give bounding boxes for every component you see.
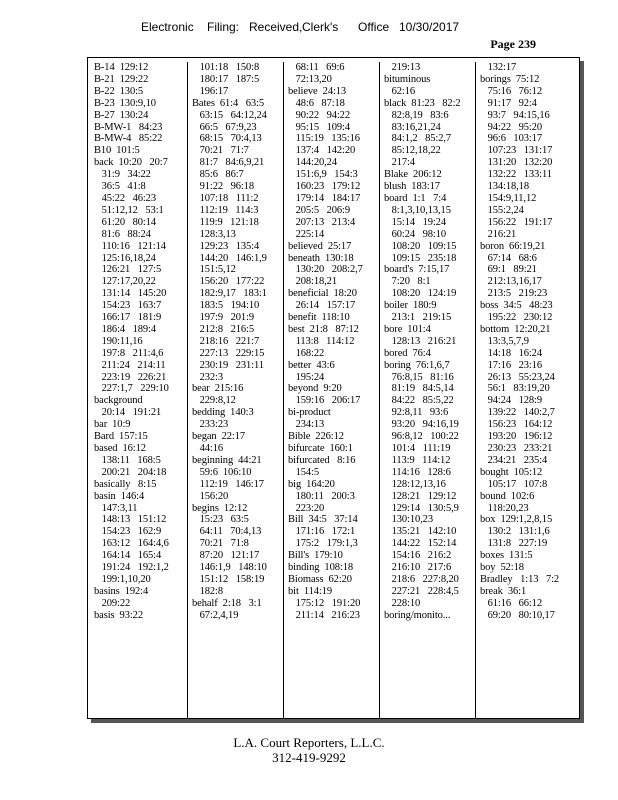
index-entry: break 36:1 [480, 585, 527, 597]
index-entry: 45:22 46:23 [94, 192, 156, 204]
index-entry: 131:14 145:20 [94, 288, 167, 300]
index-entry: 128:21 129:12 [384, 490, 457, 502]
index-entry: bound 102:6 [480, 490, 535, 502]
index-entry: 82:8,19 83:6 [384, 109, 449, 121]
index-entry: 128:12,13,16 [384, 478, 446, 490]
index-entry: 109:15 235:18 [384, 252, 457, 264]
index-entry: 31:9 34:22 [94, 169, 151, 181]
index-entry: 218:16 221:7 [192, 335, 260, 347]
index-entry: board's 7:15,17 [384, 264, 450, 276]
index-entry: 129:23 135:4 [192, 240, 260, 252]
index-entry: 105:17 107:8 [480, 478, 548, 490]
index-entry: 130:10,23 [384, 514, 433, 526]
index-entry: 48:6 87:18 [288, 97, 345, 109]
index-entry: 44:16 [192, 443, 223, 454]
index-entry: boxes 131:5 [480, 550, 533, 562]
index-entry: 62:16 [384, 85, 415, 97]
index-entry: 130:2 131:1,6 [480, 526, 550, 538]
index-entry: 128:3,13 [192, 228, 236, 240]
index-entry: 234:13 [288, 419, 325, 431]
index-entry: 51:12,12 53:1 [94, 204, 164, 216]
index-entry: 144:20,24 [288, 157, 337, 169]
index-entry: 135:21 142:10 [384, 526, 457, 538]
index-entry: 151:6,9 154:3 [288, 169, 358, 181]
index-entry: 216:21 [480, 228, 517, 240]
index-entry: 96:8,12 100:22 [384, 431, 459, 443]
index-entry: 130:20 208:2,7 [288, 264, 363, 276]
index-entry: 127:17,20,22 [94, 276, 156, 288]
index-entry: 211:24 214:11 [94, 359, 166, 371]
index-entry: 139:22 140:2,7 [480, 407, 555, 419]
index-entry: 228:10 [384, 597, 421, 609]
index-entry: 81:7 84:6,9,21 [192, 157, 265, 169]
index-entry: 107:23 131:17 [480, 145, 553, 157]
index-entry: 230:23 233:21 [480, 443, 553, 454]
index-entry: 175:12 191:20 [288, 597, 361, 609]
index-entry: B-22 130:5 [94, 85, 144, 97]
index-entry: 179:14 184:17 [288, 192, 361, 204]
index-entry: 110:16 121:14 [94, 240, 166, 252]
index-entry: believed 25:17 [288, 240, 352, 252]
index-entry: back 10:20 20:7 [94, 157, 168, 169]
index-entry: 229:8,12 [192, 395, 236, 407]
index-entry: 182:9,17 183:1 [192, 288, 267, 300]
index-entry: 132:22 133:11 [480, 169, 552, 181]
index-entry: 232:3 [192, 371, 223, 383]
index-entry: beneficial 18:20 [288, 288, 357, 300]
index-entry: 114:16 128:6 [384, 466, 451, 478]
index-entry: 36:5 41:8 [94, 181, 146, 193]
index-entry: bedding 140:3 [192, 407, 254, 419]
index-entry: B-MW-1 84:23 [94, 121, 163, 133]
index-entry: 144:22 152:14 [384, 538, 457, 550]
index-entry: 84:22 85:5,22 [384, 395, 454, 407]
index-entry: 61:20 80:14 [94, 216, 156, 228]
index-entry: 108:20 109:15 [384, 240, 457, 252]
index-entry: bar 10:9 [94, 419, 131, 431]
index-entry: B10 101:5 [94, 145, 140, 157]
index-entry: 160:23 179:12 [288, 181, 361, 193]
index-column-3 [283, 62, 379, 718]
index-entry: 15:14 19:24 [384, 216, 446, 228]
index-entry: 134:18,18 [480, 181, 529, 193]
index-entry: 154:23 163:7 [94, 300, 162, 312]
index-entry: 69:20 80:10,17 [480, 609, 555, 621]
index-entry: 8:1,3,10,13,15 [384, 204, 451, 216]
index-entry: based 16:12 [94, 443, 146, 454]
index-entry: 225:14 [288, 228, 325, 240]
index-entry: basins 192:4 [94, 585, 149, 597]
index-entry: 85:6 86:7 [192, 169, 244, 181]
index-entry: 128:13 216:21 [384, 335, 457, 347]
index-entry: box 129:1,2,8,15 [480, 514, 553, 526]
index-entry: basin 146:4 [94, 490, 145, 502]
index-entry: 230:19 231:11 [192, 359, 264, 371]
index-entry: 216:10 217:6 [384, 562, 452, 574]
index-entry: 218:6 227:8,20 [384, 573, 459, 585]
index-entry: 180:17 187:5 [192, 73, 260, 85]
index-entry: 183:5 194:10 [192, 300, 260, 312]
index-entry: Bates 61:4 63:5 [192, 97, 264, 109]
index-entry: 68:11 69:6 [288, 62, 345, 73]
index-entry: 191:24 192:1,2 [94, 562, 169, 574]
index-entry: 205:5 206:9 [288, 204, 350, 216]
index-entry: 131:20 132:20 [480, 157, 553, 169]
index-entry: 81:19 84:5,14 [384, 383, 454, 395]
index-entry: 219:13 [384, 62, 421, 73]
index-entry: 69:1 89:21 [480, 264, 537, 276]
page-number: Page 239 [490, 37, 536, 51]
index-entry: 217:4 [384, 157, 415, 169]
index-entry: 190:11,16 [94, 335, 143, 347]
index-entry: began 22:17 [192, 431, 246, 443]
header-electronic: Electronic [141, 20, 194, 34]
index-entry: 93:7 94:15,16 [480, 109, 550, 121]
index-entry: behalf 2:18 3:1 [192, 597, 262, 609]
index-entry: 75:16 76:12 [480, 85, 542, 97]
index-entry: 156:20 177:22 [192, 276, 265, 288]
index-entry: 151:5,12 [192, 264, 236, 276]
index-entry: 20:14 191:21 [94, 407, 162, 419]
index-entry: 96:6 103:17 [480, 133, 542, 145]
index-entry: 195:22 230:12 [480, 312, 553, 324]
index-entry: 115:19 135:16 [288, 133, 360, 145]
footer-phone: 312-419-9292 [272, 750, 346, 765]
index-entry: 193:20 196:12 [480, 431, 553, 443]
index-entry: background [94, 395, 143, 407]
index-entry: boss 34:5 48:23 [480, 300, 553, 312]
index-entry: 227:13 229:15 [192, 347, 265, 359]
index-entry: 151:12 158:19 [192, 573, 265, 585]
index-entry: 113:9 114:12 [384, 454, 451, 466]
index-entry: 182:8 [192, 585, 223, 597]
index-entry: basically 8:15 [94, 478, 157, 490]
index-entry: Bradley 1:13 7:2 [480, 573, 560, 585]
frame-shadow-right [580, 61, 584, 723]
index-entry: 154:9,11,12 [480, 192, 537, 204]
index-entry: bit 114:19 [288, 585, 333, 597]
index-entry: 63:15 64:12,24 [192, 109, 267, 121]
index-entry: 208:18,21 [288, 276, 337, 288]
index-entry: Biomass 62:20 [288, 573, 352, 585]
index-entry: 7:20 8:1 [384, 276, 431, 288]
index-entry: 132:17 [480, 62, 517, 73]
index-column-5 [475, 62, 577, 718]
index-entry: Bard 157:15 [94, 431, 148, 443]
index-entry: 195:24 [288, 371, 325, 383]
index-entry: 93:20 94:16,19 [384, 419, 459, 431]
index-entry: boiler 180:9 [384, 300, 437, 312]
index-entry: 118:20,23 [480, 502, 529, 514]
index-entry: 112:19 146:17 [192, 478, 264, 490]
index-entry: B-27 130:24 [94, 109, 149, 121]
index-entry: 213:5 219:23 [480, 288, 548, 300]
index-entry: 164:14 165:4 [94, 550, 162, 562]
index-entry: 67:2,4,19 [192, 609, 239, 621]
index-entry: 148:13 151:12 [94, 514, 167, 526]
index-entry: 227:21 228:4,5 [384, 585, 459, 597]
index-entry: 223:19 226:21 [94, 371, 167, 383]
index-entry: boy 52:18 [480, 562, 524, 574]
index-entry: bought 105:12 [480, 466, 543, 478]
index-entry: 212:13,16,17 [480, 276, 542, 288]
index-entry: 156:23 164:12 [480, 419, 553, 431]
index-entry: 26:13 55:23,24 [480, 371, 555, 383]
index-entry: 94:24 128:9 [480, 395, 542, 407]
index-entry: 56:1 83:19,20 [480, 383, 550, 395]
index-entry: 64:11 70:4,13 [192, 526, 262, 538]
index-entry: 81:6 88:24 [94, 228, 151, 240]
index-entry: 213:1 219:15 [384, 312, 452, 324]
footer-company: L.A. Court Reporters, L.L.C. [233, 735, 385, 750]
index-entry: bored 76:4 [384, 347, 431, 359]
index-column-4 [379, 62, 475, 718]
index-entry: 168:22 [288, 347, 325, 359]
index-entry: 68:15 70:4,13 [192, 133, 262, 145]
index-entry: bifurcate 160:1 [288, 443, 353, 454]
index-entry: 94:22 95:20 [480, 121, 542, 133]
index-entry: 154:5 [288, 466, 319, 478]
index-entry: boring/monito... [384, 609, 451, 621]
filing-header [0, 20, 618, 38]
index-entry: 156:20 [192, 490, 229, 502]
index-entry: 67:14 68:6 [480, 252, 537, 264]
index-entry: 137:4 142:20 [288, 145, 356, 157]
index-entry: board 1:1 7:4 [384, 192, 447, 204]
index-entry: 61:16 66:12 [480, 597, 542, 609]
index-entry: 197:8 211:4,6 [94, 347, 164, 359]
index-entry: Bible 226:12 [288, 431, 344, 443]
index-entry: 196:17 [192, 85, 229, 97]
header-office: Office [358, 20, 390, 34]
index-entry: 26:14 157:17 [288, 300, 356, 312]
index-entry: 166:17 181:9 [94, 312, 162, 324]
index-entry: beneath 130:18 [288, 252, 354, 264]
index-entry: benefit 118:10 [288, 312, 350, 324]
index-entry: 17:16 23:16 [480, 359, 542, 371]
index-entry: 14:18 16:24 [480, 347, 542, 359]
index-entry: 84:1,2 85:2,7 [384, 133, 452, 145]
index-entry: big 164:20 [288, 478, 335, 490]
index-entry: B-23 130:9,10 [94, 97, 156, 109]
index-entry: 13:3,5,7,9 [480, 335, 529, 347]
index-entry: 156:22 191:17 [480, 216, 553, 228]
header-clerks: Clerk's [302, 20, 339, 34]
index-entry: 85:12,18,22 [384, 145, 441, 157]
index-entry: 200:21 204:18 [94, 466, 167, 478]
index-entry: bore 101:4 [384, 323, 431, 335]
index-entry: 101:18 150:8 [192, 62, 260, 73]
index-entry: 95:15 109:4 [288, 121, 350, 133]
index-entry: 147:3,11 [94, 502, 138, 514]
index-entry: basis 93:22 [94, 609, 143, 621]
index-entry: 125:16,18,24 [94, 252, 156, 264]
index-entry: 223:20 [288, 502, 325, 514]
index-entry: bear 215:16 [192, 383, 244, 395]
index-entry: 131:8 227:19 [480, 538, 548, 550]
index-entry: better 43:6 [288, 359, 335, 371]
frame-shadow-bottom [91, 719, 584, 723]
index-entry: 70:21 71:8 [192, 538, 249, 550]
word-index [94, 62, 577, 718]
index-entry: 70:21 71:7 [192, 145, 249, 157]
index-entry: 60:24 98:10 [384, 228, 446, 240]
index-entry: B-21 129:22 [94, 73, 149, 85]
index-entry: 171:16 172:1 [288, 526, 356, 538]
index-entry: 227:1,7 229:10 [94, 383, 169, 395]
index-entry: 113:8 114:12 [288, 335, 355, 347]
index-entry: 76:8,15 81:16 [384, 371, 454, 383]
header-filing: Filing: [207, 20, 240, 34]
index-entry: 107:18 111:2 [192, 192, 259, 204]
index-entry: black 81:23 82:2 [384, 97, 461, 109]
index-entry: 66:5 67:9,23 [192, 121, 257, 133]
index-entry: believe 24:13 [288, 85, 347, 97]
index-entry: 199:1,10,20 [94, 573, 151, 585]
index-entry: 87:20 121:17 [192, 550, 260, 562]
index-entry: Bill 34:5 37:14 [288, 514, 358, 526]
index-entry: bi-product [288, 407, 331, 419]
index-entry: 154:23 162:9 [94, 526, 162, 538]
index-entry: 163:12 164:4,6 [94, 538, 169, 550]
index-entry: boron 66:19,21 [480, 240, 546, 252]
index-entry: beyond 9:20 [288, 383, 342, 395]
index-entry: 146:1,9 148:10 [192, 562, 267, 574]
index-entry: bifurcated 8:16 [288, 454, 356, 466]
index-entry: 159:16 206:17 [288, 395, 361, 407]
header-date: 10/30/2017 [399, 20, 460, 34]
index-entry: Blake 206:12 [384, 169, 442, 181]
index-entry: 233:23 [192, 419, 229, 431]
index-entry: 207:13 213:4 [288, 216, 356, 228]
index-entry: 197:9 201:9 [192, 312, 254, 324]
index-entry: 119:9 121:18 [192, 216, 259, 228]
index-entry: 59:6 106:10 [192, 466, 252, 478]
index-entry: beginning 44:21 [192, 454, 262, 466]
index-entry: 83:16,21,24 [384, 121, 441, 133]
index-entry: 175:2 179:1,3 [288, 538, 358, 550]
index-column-2 [187, 62, 283, 718]
index-entry: 234:21 235:4 [480, 454, 548, 466]
index-entry: 129:14 130:5,9 [384, 502, 459, 514]
index-entry: 90:22 94:22 [288, 109, 350, 121]
index-entry: 154:16 216:2 [384, 550, 452, 562]
index-column-1 [94, 62, 187, 718]
index-entry: bituminous [384, 73, 431, 85]
index-entry: 180:11 200:3 [288, 490, 355, 502]
index-entry: borings 75:12 [480, 73, 540, 85]
index-entry: B-14 129:12 [94, 62, 149, 73]
index-entry: 211:14 216:23 [288, 609, 360, 621]
index-entry: 212:8 216:5 [192, 323, 254, 335]
index-entry: 108:20 124:19 [384, 288, 457, 300]
index-entry: 92:8,11 93:6 [384, 407, 449, 419]
index-entry: 155:2,24 [480, 204, 524, 216]
index-entry: 15:23 63:5 [192, 514, 249, 526]
index-entry: best 21:8 87:12 [288, 323, 359, 335]
index-entry: 186:4 189:4 [94, 323, 156, 335]
index-entry: begins 12:12 [192, 502, 248, 514]
index-entry: 72:13,20 [288, 73, 332, 85]
index-entry: B-MW-4 85:22 [94, 133, 163, 145]
index-entry: 91:22 96:18 [192, 181, 254, 193]
index-entry: blush 183:17 [384, 181, 440, 193]
header-received: Received, [249, 20, 303, 34]
index-entry: boring 76:1,6,7 [384, 359, 450, 371]
index-entry: 209:22 [94, 597, 131, 609]
index-entry: 112:19 114:3 [192, 204, 259, 216]
index-entry: Bill's 179:10 [288, 550, 343, 562]
index-entry: 126:21 127:5 [94, 264, 162, 276]
index-entry: 138:11 168:5 [94, 454, 161, 466]
index-entry: bottom 12:20,21 [480, 323, 551, 335]
index-entry: 144:20 146:1,9 [192, 252, 267, 264]
index-entry: 91:17 92:4 [480, 97, 537, 109]
index-entry: 101:4 111:19 [384, 443, 451, 454]
index-entry: binding 108:18 [288, 562, 354, 574]
